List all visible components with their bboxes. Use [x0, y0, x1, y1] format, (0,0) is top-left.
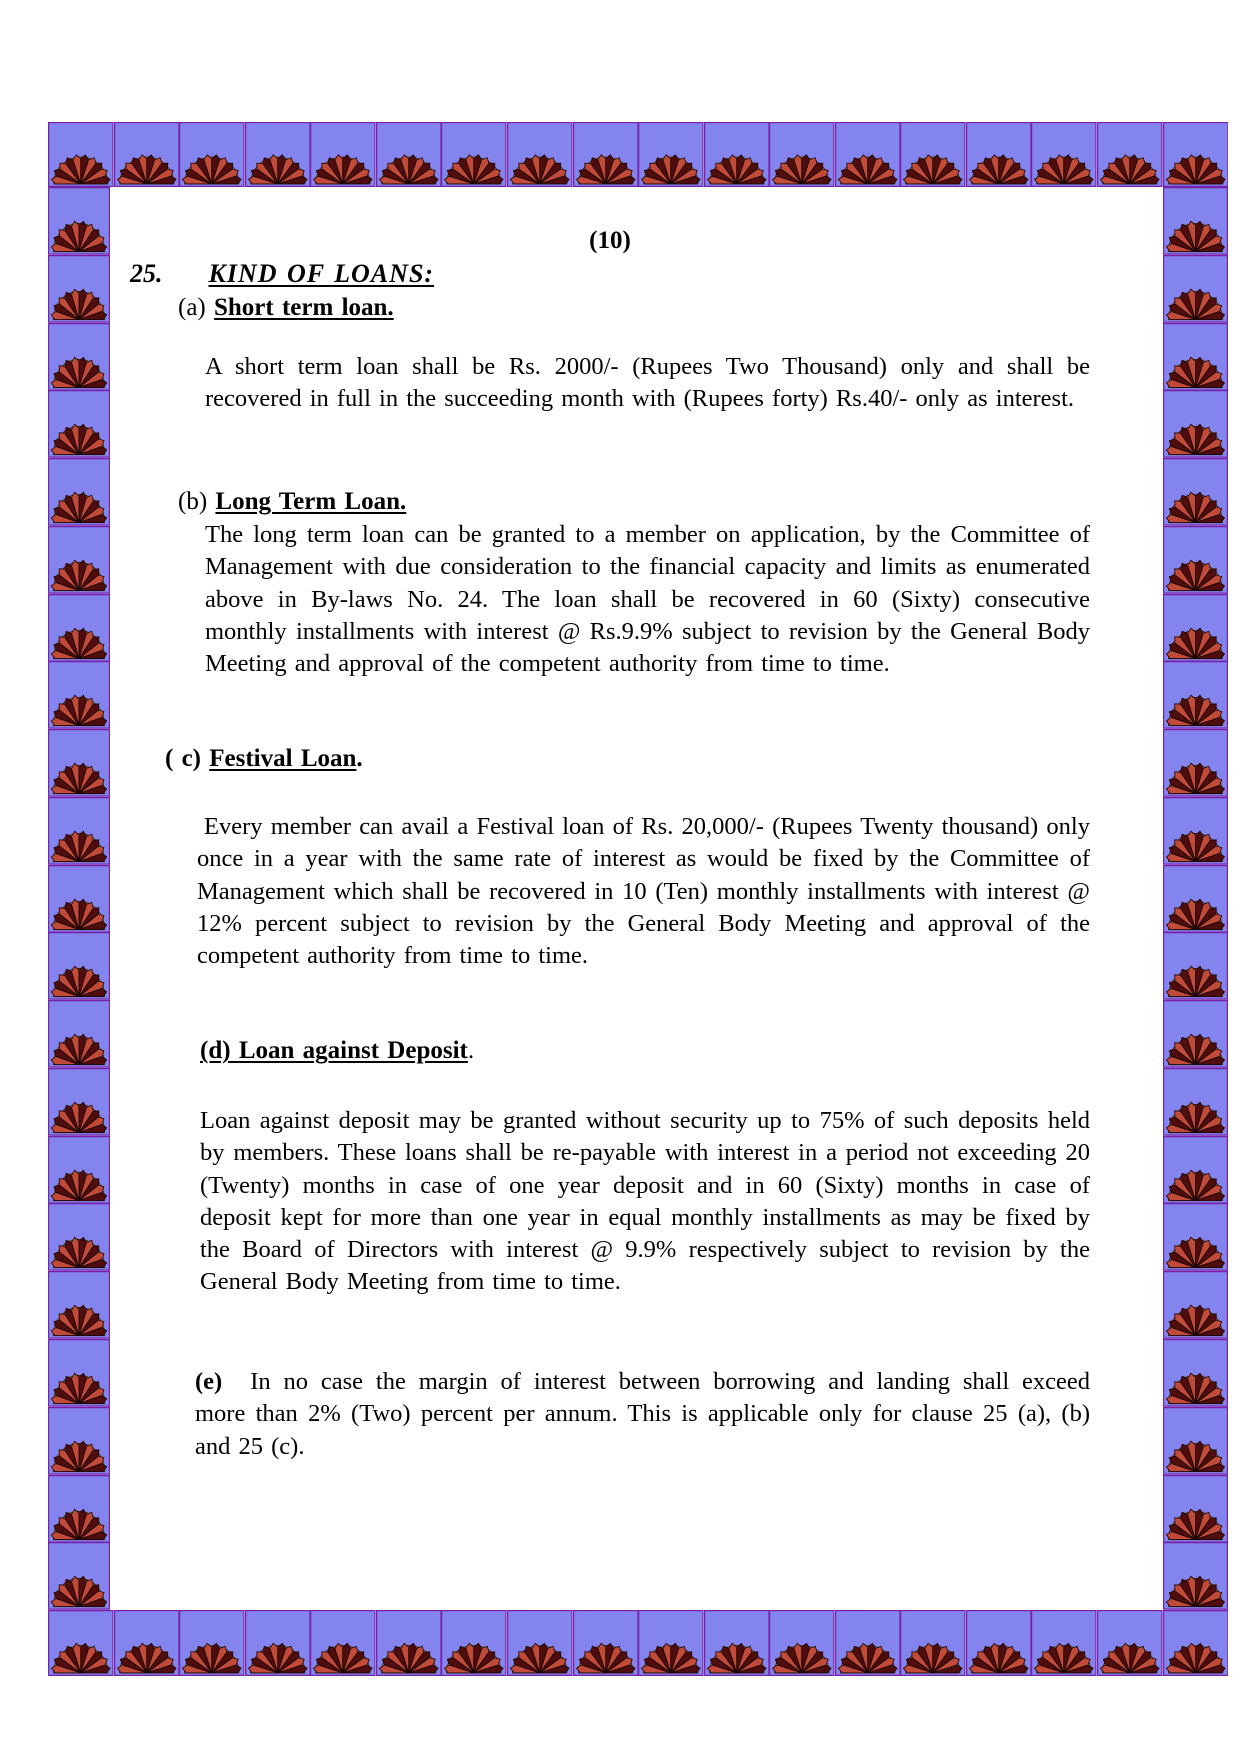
fan-tile-icon	[1097, 1610, 1163, 1676]
fan-tile-icon	[1163, 390, 1228, 458]
fan-tile-icon	[1031, 1610, 1097, 1676]
fan-tile-icon	[114, 122, 180, 187]
fan-tile-icon	[900, 1610, 966, 1676]
fan-tile-icon	[900, 122, 966, 187]
fan-tile-icon	[1163, 1068, 1228, 1136]
fan-tile-icon	[1163, 122, 1229, 187]
fan-tile-icon	[1163, 594, 1228, 662]
paragraph-loan-against-deposit: Loan against deposit may be granted without security up to 75% of such deposits held by members. These loans shall be re-payable with interest in a period not exceeding 20 (Twenty) months in case of one year deposit and in 60 (Sixty) months in case of deposit kept for more than one year in equal monthly installments as may be fixed by the Board of Directors with interest @ 9.9% respectively subject to revision by the General Body Meeting from time to time.	[200, 1107, 1090, 1296]
clause-label: (a)	[178, 294, 206, 321]
fan-tile-icon	[1163, 1339, 1228, 1407]
fan-tile-icon	[48, 1610, 114, 1676]
fan-tile-icon	[48, 1339, 110, 1407]
clause-title: Loan against Deposit	[238, 1037, 468, 1064]
paragraph-long-term-loan: The long term loan can be granted to a member on application, by the Committee of Management with due consideration to the financial capacity and limits as enumerated above in By-laws No. 24. The loan shall be recovered in 60 (Sixty) consecutive monthly installments with interest @ Rs.9.9% subject to revision by the General Body Meeting and approval of the competent authority from time to time.	[205, 521, 1090, 678]
fan-tile-icon	[48, 1068, 110, 1136]
fan-tile-icon	[1163, 1407, 1228, 1475]
heading-long-term-loan	[178, 486, 406, 518]
clause-title: Long Term Loan.	[215, 488, 407, 515]
fan-tile-icon	[769, 1610, 835, 1676]
border-bottom	[48, 1610, 1228, 1676]
fan-tile-icon	[310, 122, 376, 187]
fan-tile-icon	[1163, 1000, 1228, 1068]
clause-title-suffix: .	[356, 745, 363, 772]
fan-tile-icon	[48, 255, 110, 323]
fan-tile-icon	[1163, 797, 1228, 865]
fan-tile-icon	[1163, 1136, 1228, 1204]
fan-tile-icon	[1163, 1203, 1228, 1271]
fan-tile-icon	[1163, 865, 1228, 933]
border-right	[1163, 187, 1228, 1610]
clause-label: (b)	[178, 488, 208, 515]
fan-tile-icon	[179, 1610, 245, 1676]
fan-tile-icon	[179, 122, 245, 187]
fan-tile-icon	[48, 1407, 110, 1475]
fan-tile-icon	[1163, 1271, 1228, 1339]
fan-tile-icon	[966, 122, 1032, 187]
fan-tile-icon	[1097, 122, 1163, 187]
fan-tile-icon	[1031, 122, 1097, 187]
fan-tile-icon	[1163, 255, 1228, 323]
clause-title: Festival Loan	[209, 745, 357, 772]
fan-tile-icon	[48, 1475, 110, 1543]
fan-tile-icon	[48, 932, 110, 1000]
fan-tile-icon	[48, 1000, 110, 1068]
fan-tile-icon	[638, 1610, 704, 1676]
fan-tile-icon	[1163, 187, 1228, 255]
border-top	[48, 122, 1228, 187]
fan-tile-icon	[48, 865, 110, 933]
fan-tile-icon	[48, 729, 110, 797]
fan-tile-icon	[966, 1610, 1032, 1676]
fan-tile-icon	[1163, 1475, 1228, 1543]
fan-tile-icon	[48, 390, 110, 458]
fan-tile-icon	[1163, 323, 1228, 391]
fan-tile-icon	[310, 1610, 376, 1676]
fan-tile-icon	[376, 122, 442, 187]
heading-loan-against-deposit	[200, 1035, 474, 1067]
heading-short-term-loan	[178, 292, 394, 324]
fan-tile-icon	[1163, 458, 1228, 526]
section-title: KIND OF LOANS:	[208, 259, 435, 288]
paragraph-interest-margin	[195, 1366, 1090, 1463]
paragraph-festival-loan: Every member can avail a Festival loan of Rs. 20,000/- (Rupees Twenty thousand) only once in a year with the same rate of interest as would be fixed by the Committee of Management which shall be recovered in 10 (Ten) monthly installments with interest @ 12% percent subject to revision by the General Body Meeting and approval of the competent authority from time to time.	[197, 813, 1090, 970]
fan-tile-icon	[245, 1610, 311, 1676]
fan-tile-icon	[245, 122, 311, 187]
fan-tile-icon	[1163, 932, 1228, 1000]
fan-tile-icon	[769, 122, 835, 187]
fan-tile-icon	[48, 1136, 110, 1204]
fan-tile-icon	[48, 594, 110, 662]
clause-label: ( c)	[165, 745, 201, 772]
fan-tile-icon	[835, 1610, 901, 1676]
fan-tile-icon	[48, 661, 110, 729]
paragraph-short-term-loan: A short term loan shall be Rs. 2000/- (Rupees Two Thousand) only and shall be recovered in full in the succeeding month with (Rupees forty) Rs.40/- only as interest.	[205, 353, 1090, 413]
fan-tile-icon	[48, 1271, 110, 1339]
fan-tile-icon	[507, 122, 573, 187]
document-content	[130, 225, 1090, 1555]
clause-title: Short term loan.	[214, 294, 394, 321]
clause-label: (d)	[200, 1037, 231, 1064]
fan-tile-icon	[441, 122, 507, 187]
section-number: 25.	[130, 259, 163, 288]
fan-tile-icon	[1163, 526, 1228, 594]
clause-body: In no case the margin of interest between borrowing and landing shall exceed more than 2% (Two) percent per annum. This is applicable only for clause 25 (a), (b) and 25 (c).	[195, 1368, 1090, 1460]
fan-tile-icon	[48, 458, 110, 526]
clause-title-suffix: .	[467, 1037, 475, 1064]
fan-tile-icon	[704, 122, 770, 187]
fan-tile-icon	[48, 1542, 110, 1610]
fan-tile-icon	[1163, 729, 1228, 797]
section-25-heading	[130, 258, 434, 290]
page-number: (10)	[589, 227, 631, 254]
fan-tile-icon	[376, 1610, 442, 1676]
fan-tile-icon	[48, 122, 114, 187]
fan-tile-icon	[1163, 1610, 1229, 1676]
fan-tile-icon	[48, 526, 110, 594]
heading-festival-loan	[165, 743, 363, 775]
fan-tile-icon	[1163, 661, 1228, 729]
fan-tile-icon	[704, 1610, 770, 1676]
fan-tile-icon	[48, 323, 110, 391]
border-left	[48, 187, 110, 1610]
fan-tile-icon	[638, 122, 704, 187]
fan-tile-icon	[835, 122, 901, 187]
fan-tile-icon	[573, 1610, 639, 1676]
fan-tile-icon	[48, 187, 110, 255]
fan-tile-icon	[441, 1610, 507, 1676]
clause-label: (e)	[195, 1368, 223, 1395]
fan-tile-icon	[48, 797, 110, 865]
fan-tile-icon	[507, 1610, 573, 1676]
fan-tile-icon	[48, 1203, 110, 1271]
fan-tile-icon	[114, 1610, 180, 1676]
fan-tile-icon	[1163, 1542, 1228, 1610]
fan-tile-icon	[573, 122, 639, 187]
